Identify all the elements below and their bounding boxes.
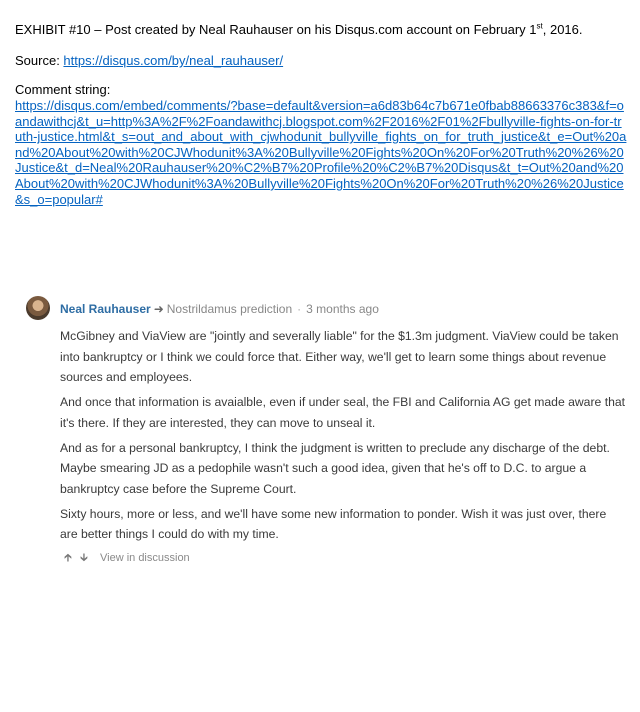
comment-string-link[interactable]: https://disqus.com/embed/comments/?base=default&version=a6d83b64c7b671e0fbab88663376c383&f=oandawithcj&t_u=http%3A%2F%2Foandawithcj.blogspot.com%2F2016%2F01%2Fbullyville-fights-on-for-truth-justice.html&t_s=out_and_about_with_cjwhodunit_bullyville_fights_on_for_truth_justice&t_e=Out%20and%20About%20with%20CJWhodunit%3A%20Bullyville%20Fights%20On%20For%20Truth%20%26%20Justice&t_d=Neal%20Rauhauser%20%C2%B7%20Profile%20%C2%B7%20Disqus&t_t=Out%20and%20About%20with%20CJWhodunit%3A%20Bullyville%20Fights%20On%20For%20Truth%20%26%20Justice&s_o=popular#: [15, 98, 627, 207]
reply-arrow-icon: ➜: [153, 302, 164, 316]
exhibit-sup: st: [536, 21, 543, 31]
source-link[interactable]: https://disqus.com/by/neal_rauhauser/: [63, 53, 284, 68]
comment-string-label: Comment string:: [15, 82, 111, 97]
comment-author[interactable]: Neal Rauhauser: [60, 302, 151, 316]
reply-to-link[interactable]: Nostrildamus prediction: [166, 302, 293, 316]
comment-actions: [60, 549, 190, 568]
comment-body: [60, 326, 626, 549]
exhibit-label: EXHIBIT #10 –: [15, 22, 102, 37]
exhibit-text-end: , 2016.: [542, 22, 583, 37]
comment-paragraph: And once that information is avaialble, even if under seal, the FBI and California AG get made aware that it's there. If they are interested, they can move to unseal it.: [60, 395, 626, 430]
comment-time[interactable]: 3 months ago: [306, 302, 379, 316]
upvote-arrow-icon[interactable]: 🡱: [64, 552, 72, 564]
comment-paragraph: And as for a personal bankruptcy, I think the judgment is written to preclude any discharge of the debt. Maybe smearing JD as a pedophile wasn't such a good idea, given that he's off to D.C. to argue a bankruptcy case before the Supreme Court.: [60, 440, 610, 496]
exhibit-heading: [15, 22, 583, 37]
downvote-arrow-icon[interactable]: 🡳: [80, 552, 88, 564]
exhibit-text: Post created by Neal Rauhauser on his Disqus.com account on February 1: [101, 22, 537, 37]
view-in-discussion-link[interactable]: View in discussion: [100, 552, 190, 564]
avatar[interactable]: [26, 296, 50, 320]
comment-meta: [60, 302, 379, 316]
source-label: Source:: [15, 53, 64, 68]
comment-paragraph: McGibney and ViaView are "jointly and severally liable" for the $1.3m judgment. ViaView could be taken into bankruptcy or I think we could force that. Either way, we'll get to learn some things about revenue sources and employees.: [60, 329, 619, 385]
source-line: [15, 53, 283, 68]
comment-paragraph: Sixty hours, more or less, and we'll have some new information to ponder. Wish it was just over, there are better things I could do with my time.: [60, 506, 607, 542]
separator-dot-icon: ·: [297, 302, 302, 316]
